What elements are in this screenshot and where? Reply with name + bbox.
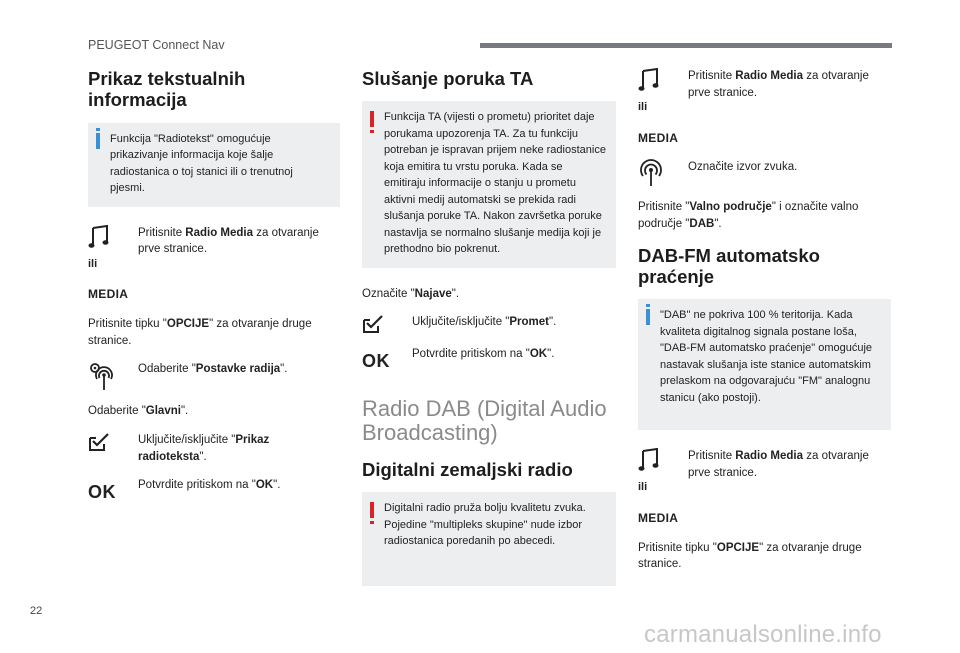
paragraph: Označite "Najave". [362, 287, 460, 300]
section-title: Prikaz tekstualnih informacija [88, 68, 246, 111]
section-title: DAB-FM automatsko praćenje [638, 244, 820, 287]
step-radio-media [638, 448, 891, 527]
header-bar [480, 43, 892, 48]
ok-icon: OK [88, 482, 116, 503]
watermark: carmanualsonline.info [644, 621, 882, 648]
warning-note [362, 492, 616, 586]
or-label: ili [638, 101, 648, 113]
step-text: Potvrdite pritiskom na "OK". [138, 479, 281, 492]
note-text: Funkcija TA (vijesti o prometu) prioritet daje porukama upozorenja TA. Za tu funkciju potreban je ispravan prijem neke radiostanice koja emitira tu vrstu poruka. Kada se emitiraju informacije o stanju u prometu aktivni medij automatski se prekida radi slušanja poruke TA. Nakon završetka poruke nastavlja se normalno slušanje medija koji je prethodno bio pokrenut. [384, 111, 606, 256]
note-text: Funkcija "Radiotekst" omogućuje prikazivanje informacija koje šalje radiostanica o toj stanici ili o trenutnoj pjesmi. [110, 132, 293, 195]
warning-icon [370, 502, 374, 518]
checkbox-icon [362, 314, 384, 334]
ok-icon: OK [362, 351, 390, 372]
info-icon [96, 133, 100, 149]
step-radio-settings [88, 361, 340, 391]
media-button-label: MEDIA [638, 130, 679, 145]
paragraph: Pritisnite "Valno područje" i označite valno područje "DAB". [638, 201, 859, 230]
step-text: Uključite/isključite "Prikaz radioteksta". [138, 433, 270, 463]
paragraph: Pritisnite tipku "OPCIJE" za otvaranje druge stranice. [88, 317, 312, 347]
paragraph: Pritisnite tipku "OPCIJE" za otvaranje druge stranice. [638, 541, 862, 571]
radio-antenna-icon [638, 159, 664, 187]
step-text: Potvrdite pritiskom na "OK". [412, 348, 555, 361]
radio-settings-icon [88, 361, 116, 391]
page-number: 22 [30, 605, 43, 617]
music-note-icon [88, 225, 110, 249]
or-label: ili [88, 257, 98, 270]
info-note [638, 299, 891, 430]
step-radio-media [88, 225, 340, 304]
step-text: Označite izvor zvuka. [688, 161, 798, 174]
note-text: Digitalni radio pruža bolju kvalitetu zvuka. Pojedine "multipleks skupine" nude izbor radiostanica poredanih po abecedi. [384, 502, 586, 548]
music-note-icon [638, 68, 660, 92]
step-select-source [638, 159, 891, 187]
step-confirm-ok [88, 477, 340, 505]
step-toggle-traffic [362, 314, 616, 334]
checkbox-icon [88, 432, 110, 452]
step-confirm-ok [362, 346, 616, 374]
music-note-icon [638, 448, 660, 472]
paragraph: Odaberite "Glavni". [88, 405, 189, 418]
step-text: Pritisnite Radio Media za otvaranje prve stranice. [688, 70, 869, 99]
step-toggle-radiotext [88, 432, 340, 465]
chapter-title: Radio DAB (Digital Audio Broadcasting) [362, 395, 607, 445]
running-header: PEUGEOT Connect Nav [88, 38, 225, 52]
column-3 [638, 68, 891, 585]
note-text: "DAB" ne pokriva 100 % teritorija. Kada kvaliteta digitalnog signala postane loša, "DAB-FM automatsko praćenje" omogućuje nastavak slušanja iste stanice automatskim prelaskom na odgovarajuću "FM" analognu stanicu (ako postoji). [660, 309, 873, 404]
warning-note [362, 101, 616, 268]
warning-icon [370, 111, 374, 127]
media-button-label: MEDIA [638, 511, 679, 526]
step-text: Odaberite "Postavke radija". [138, 363, 288, 376]
info-note [88, 123, 340, 207]
section-title: Slušanje poruka TA [362, 68, 534, 89]
step-text: Pritisnite Radio Media za otvaranje prve stranice. [688, 450, 869, 479]
step-radio-media [638, 68, 891, 147]
step-text: Pritisnite Radio Media za otvaranje prve stranice. [138, 226, 319, 256]
section-title: Digitalni zemaljski radio [362, 458, 573, 480]
media-button-label: MEDIA [88, 287, 129, 302]
info-icon [646, 309, 650, 325]
column-2 [362, 68, 616, 604]
or-label: ili [638, 481, 648, 494]
step-text: Uključite/isključite "Promet". [412, 316, 557, 329]
column-1 [88, 68, 340, 517]
